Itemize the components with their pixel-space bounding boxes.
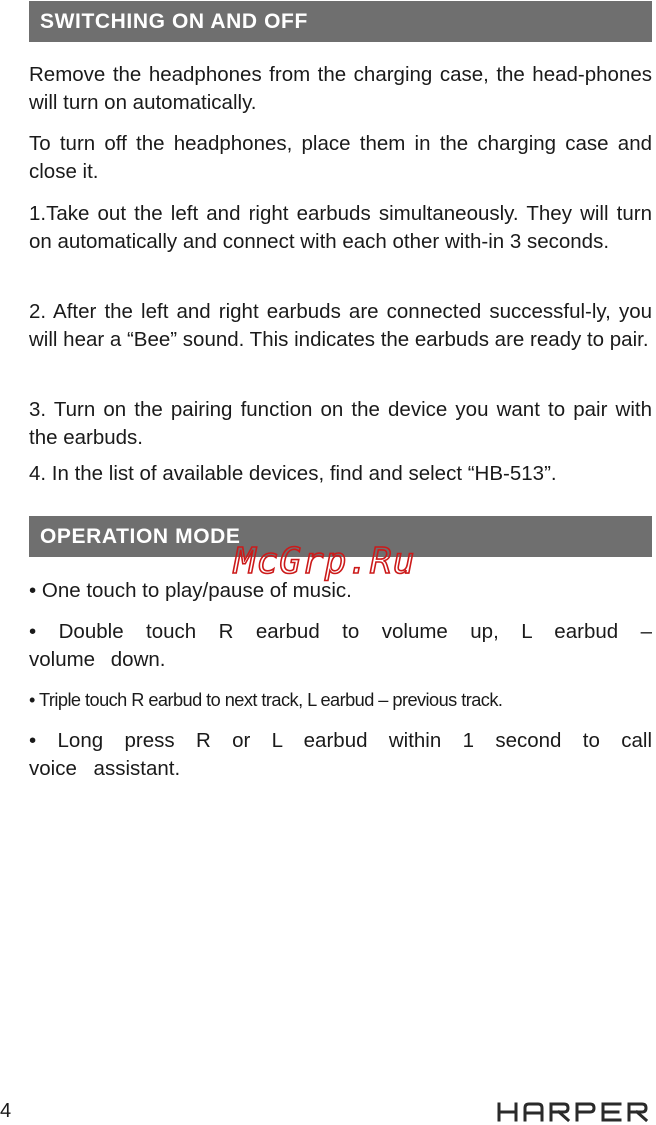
paragraph-turn-off: To turn off the headphones, place them in the charging case and close it. [29, 132, 652, 183]
section-title-operation: OPERATION MODE [40, 524, 241, 548]
paragraph-step-2: 2. After the left and right earbuds are connected successful-ly, you will hear a “Bee” sound. This indicates the earbuds are ready to pair. [29, 300, 652, 351]
bullet-item-long-press: • Long press R or L earbud within 1 second to call voice assistant. [29, 729, 652, 780]
paragraph-remove-headphones: Remove the headphones from the charging case, the head-phones will turn on automatically. [29, 63, 652, 114]
paragraph-step-1: 1.Take out the left and right earbuds simultaneously. They will turn on automatically and connect with each other with-in 3 seconds. [29, 202, 652, 253]
section-title-switching: SWITCHING ON AND OFF [40, 9, 308, 33]
bullet-item-triple-touch: • Triple touch R earbud to next track, L earbud – previous track. [29, 690, 503, 710]
page-number: 4 [0, 1100, 12, 1122]
watermark-text: McGrp.Ru [234, 541, 416, 582]
section-header-switching [29, 1, 652, 42]
bullet-item-one-touch: • One touch to play/pause of music. [29, 579, 352, 602]
paragraph-step-4: 4. In the list of available devices, find and select “HB-513”. [29, 462, 557, 485]
section-header-operation [29, 516, 652, 557]
harper-logo-icon [496, 1102, 654, 1122]
paragraph-step-3: 3. Turn on the pairing function on the device you want to pair with the earbuds. [29, 398, 652, 449]
bullet-item-double-touch: • Double touch R earbud to volume up, L earbud – volume down. [29, 620, 652, 671]
